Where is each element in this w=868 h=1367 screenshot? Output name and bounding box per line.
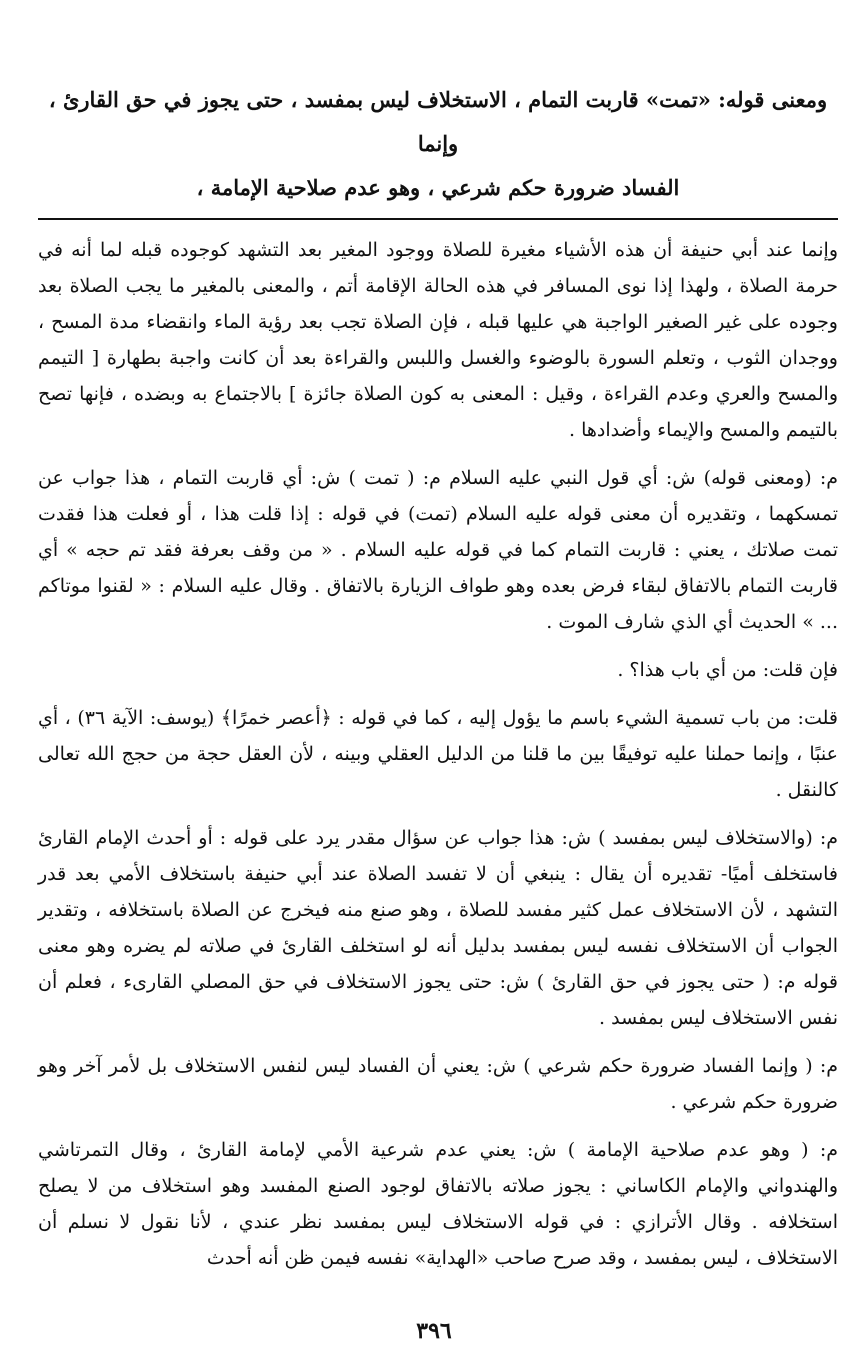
paragraph-4: قلت: من باب تسمية الشيء باسم ما يؤول إليه ، كما في قوله : ﴿أعصر خمرًا﴾ (يوسف: الآية ٣٦) ، أي عنبًا ، وإنما حملنا عليه توفيقًا بين ما قلنا من الدليل العقلي وبينه ، لأن العقل حجة من حجج الله تعالى كالنقل .	[38, 707, 838, 801]
paragraph-7: م: ( وهو عدم صلاحية الإمامة ) ش: يعني عدم شرعية الأمي لإمامة القارئ ، وقال التمرتاشي والهندواني والإمام الكاساني : يجوز صلاته بالاتفاق لوجود الصنع المفسد وهو استخلاف من لا يصلح استخلافه . وقال الأترازي : في قوله الاستخلاف ليس بمفسد نظر عندي ، لأنا نقول لا نسلم أن الاستخلاف ، ليس بمفسد ، وقد صرح صاحب «الهداية» نفسه فيمن ظن أنه أحدث	[38, 1139, 838, 1269]
header-divider	[38, 218, 838, 220]
paragraph-5: م: (والاستخلاف ليس بمفسد ) ش: هذا جواب عن سؤال مقدر يرد على قوله : أو أحدث الإمام القارئ فاستخلف أميًا- تقديره أن يقال : ينبغي أن لا تفسد الصلاة عند أبي حنيفة باستخلاف الأمي بعد قدر التشهد ، لأن الاستخلاف عمل كثير مفسد للصلاة ، وهو صنع منه فيخرج عن الصلاة باستخلافه ، وتقدير الجواب أن الاستخلاف نفسه ليس بمفسد بدليل أنه لو استخلف القارئ في صلاته لم يضره وهو معنى قوله م: ( حتى يجوز في حق القارئ ) ش: حتى يجوز الاستخلاف في حق المصلي القارىء ، فعلم أن نفس الاستخلاف ليس بمفسد .	[38, 827, 838, 1029]
page-number: ٣٩٦	[416, 1318, 452, 1344]
paragraph-6: م: ( وإنما الفساد ضرورة حكم شرعي ) ش: يعني أن الفساد ليس لنفس الاستخلاف بل لأمر آخر وهو ضرورة حكم شرعي .	[38, 1055, 838, 1113]
commentary-body	[38, 232, 838, 1276]
paragraph-1: وإنما عند أبي حنيفة أن هذه الأشياء مغيرة للصلاة ووجود المغير بعد التشهد كوجوده قبله لما أنه في حرمة الصلاة ، ولهذا إذا نوى المسافر في هذه الحالة الإقامة أتم ، والمعنى بالمغير ما يجب الصلاة بعد وجوده على غير الصغير الواجبة هي عليها قبله ، فإن الصلاة تجب بعد رؤية الماء وانقضاء مدة المسح ، ووجدان الثوب ، وتعلم السورة بالوضوء والغسل واللبس والقراءة بعد أن كانت واجبة بطهارة [ التيمم والمسح والعري وعدم القراءة ، وقيل : المعنى به كون الصلاة جائزة ] بالاجتماع به وبضده ، فإنها تصح بالتيمم والمسح والإيماء وأضدادها .	[38, 239, 838, 441]
matn-line-1: ومعنى قوله: «تمت» قاربت التمام ، الاستخلاف ليس بمفسد ، حتى يجوز في حق القارئ ، وإنما	[48, 87, 828, 156]
matn-header	[38, 78, 838, 210]
paragraph-2: م: (ومعنى قوله) ش: أي قول النبي عليه السلام م: ( تمت ) ش: أي قاربت التمام ، هذا جواب عن تمسكهما ، وتقديره أن معنى قوله عليه السلام (تمت) في قوله : إذا قلت هذا ، أو فعلت هذا فقدت تمت صلاتك ، يعني : قاربت التمام كما في قوله عليه السلام . « من وقف بعرفة فقد تم حجه » أي قاربت التمام بالاتفاق لبقاء فرض بعده وهو طواف الزيارة بالاتفاق . وقال عليه السلام : « لقنوا موتاكم ... » الحديث أي الذي شارف الموت .	[38, 467, 838, 633]
book-page	[38, 78, 838, 1288]
paragraph-3: فإن قلت: من أي باب هذا؟ .	[617, 659, 838, 681]
matn-line-2: الفساد ضرورة حكم شرعي ، وهو عدم صلاحية الإمامة ،	[196, 175, 680, 200]
